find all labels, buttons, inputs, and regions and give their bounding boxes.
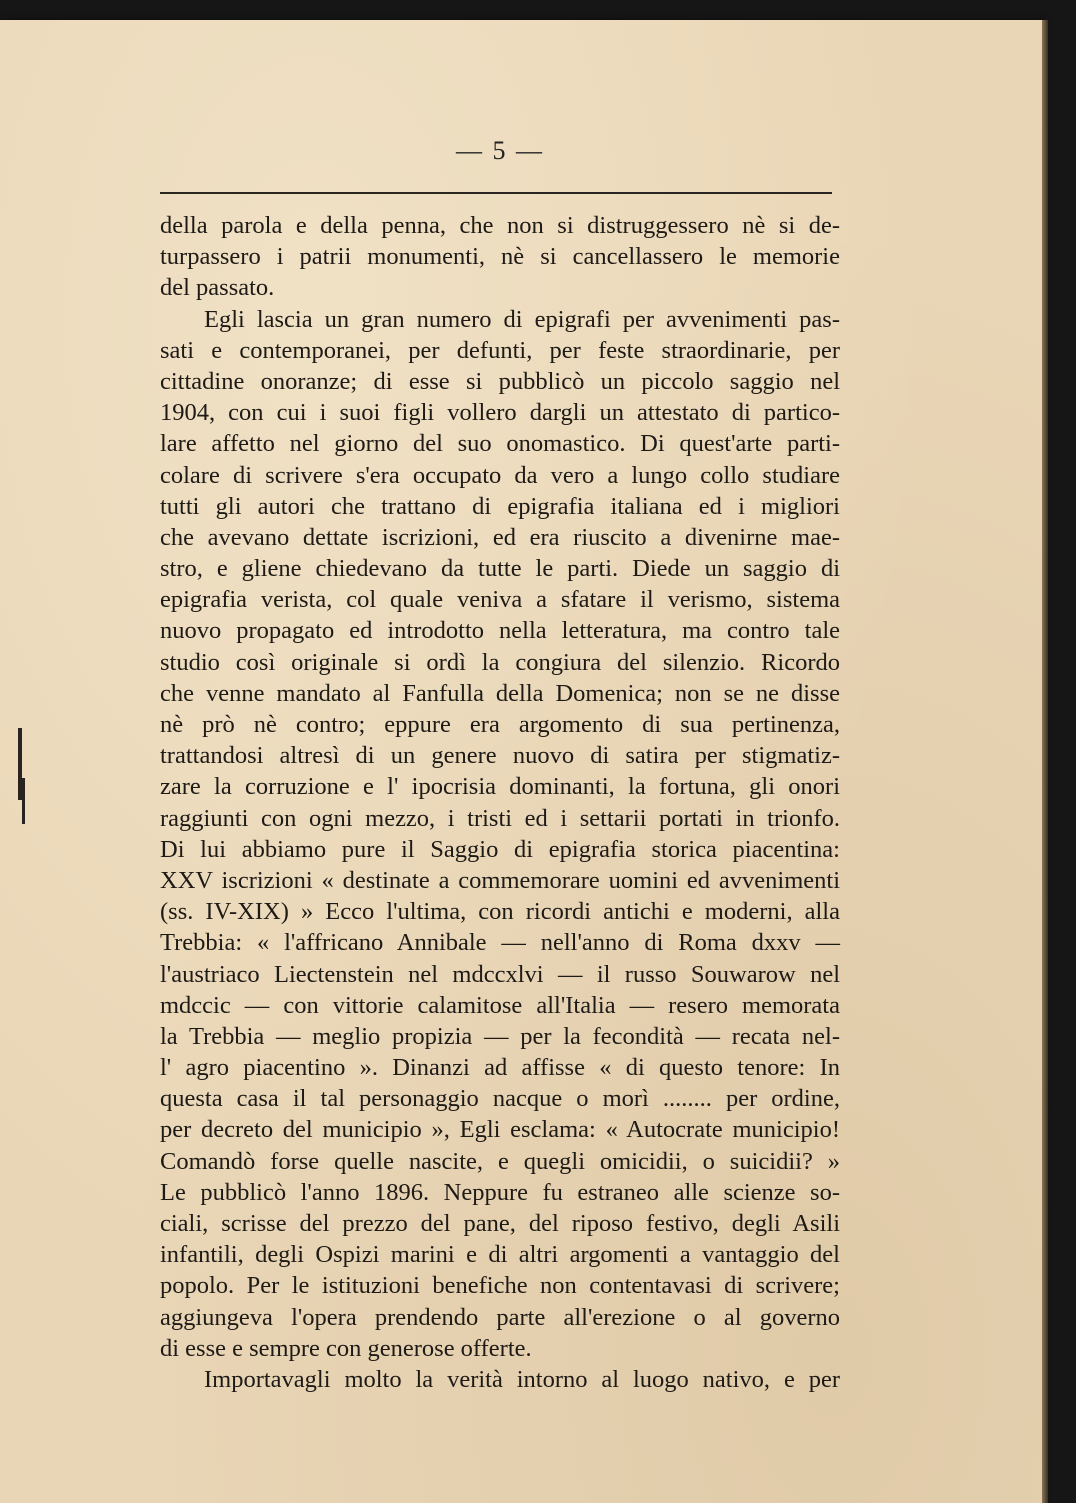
text-line: Trebbia: « l'affricano Annibale — nell'anno di Roma dxxv — [160, 929, 840, 957]
text-line: della parola e della penna, che non si distruggessero nè si de- [160, 212, 840, 239]
text-line: aggiungeva l'opera prendendo parte all'erezione o al governo [160, 1303, 840, 1331]
text-line: questa casa il tal personaggio nacque o morì ........ per ordine, [160, 1085, 840, 1113]
text-line: turpassero i patrii monumenti, nè si cancellassero le memorie [160, 243, 840, 271]
text-line: nuovo propagato ed introdotto nella letteratura, ma contro tale [160, 617, 840, 645]
text-line: ciali, scrisse del prezzo del pane, del riposo festivo, degli Asili [160, 1210, 840, 1237]
text-line: l'austriaco Liectenstein nel mdccxlvi — il russo Souwarow nel [160, 960, 840, 988]
header-rule [160, 192, 832, 194]
text-line: (ss. IV-XIX) » Ecco l'ultima, con ricordi antichi e moderni, alla [160, 898, 840, 926]
text-line: epigrafia verista, col quale veniva a sfatare il verismo, sistema [160, 586, 840, 614]
body-text [160, 210, 840, 1395]
text-line: che avevano dettate iscrizioni, ed era riuscito a divenirne mae- [160, 523, 840, 551]
text-line: mdccic — con vittorie calamitose all'Italia — resero memorata [160, 991, 840, 1019]
text-line: cittadine onoranze; di esse si pubblicò un piccolo saggio nel [160, 367, 840, 395]
page-number: — 5 — [456, 136, 544, 165]
page-edge [1042, 20, 1048, 1503]
text-line: colare di scrivere s'era occupato da vero a lungo collo studiare [160, 461, 840, 489]
text-line: sati e contemporanei, per defunti, per feste straordinarie, per [160, 336, 840, 364]
text-line: Egli lascia un gran numero di epigrafi per avvenimenti pas- [204, 305, 840, 333]
text-line: Comandò forse quelle nascite, e quegli omicidii, o suicidii? » [160, 1147, 840, 1175]
margin-mark-lower [22, 778, 25, 824]
text-line: stro, e gliene chiedevano da tutte le parti. Diede un saggio di [160, 555, 840, 583]
text-line: trattandosi altresì di un genere nuovo di satira per stigmatiz- [160, 742, 840, 770]
text-line: Le pubblicò l'anno 1896. Neppure fu estraneo alle scienze so- [160, 1178, 840, 1206]
text-line: di esse e sempre con generose offerte. [160, 1334, 532, 1362]
text-line: XXV iscrizioni « destinate a commemorare uomini ed avvenimenti [160, 866, 840, 894]
text-line: l' agro piacentino ». Dinanzi ad affisse « di questo tenore: In [160, 1054, 840, 1082]
text-line: lare affetto nel giorno del suo onomastico. Di quest'arte parti- [160, 430, 840, 458]
text-line: infantili, degli Ospizi marini e di altri argomenti a vantaggio del [160, 1241, 840, 1269]
text-line: tutti gli autori che trattano di epigrafia italiana ed i migliori [160, 492, 840, 520]
text-line: che venne mandato al Fanfulla della Domenica; non se ne disse [160, 679, 840, 707]
text-line: zare la corruzione e l' ipocrisia dominanti, la fortuna, gli onori [160, 773, 840, 801]
text-line: raggiunti con ogni mezzo, i tristi ed i settarii portati in trionfo. [160, 804, 840, 832]
text-line: popolo. Per le istituzioni benefiche non contentavasi di scrivere; [160, 1272, 840, 1300]
text-line: la Trebbia — meglio propizia — per la fecondità — recata nel- [160, 1022, 840, 1050]
text-line: studio così originale si ordì la congiura del silenzio. Ricordo [160, 648, 840, 676]
text-line: Importavagli molto la verità intorno al luogo nativo, e per [204, 1365, 840, 1393]
text-line: del passato. [160, 274, 275, 302]
text-line: 1904, con cui i suoi figli vollero dargli un attestato di partico- [160, 399, 840, 427]
text-line: Di lui abbiamo pure il Saggio di epigrafia storica piacentina: [160, 835, 840, 863]
text-line: nè prò nè contro; eppure era argomento di sua pertinenza, [160, 711, 840, 738]
text-line: per decreto del municipio », Egli esclama: « Autocrate municipio! [160, 1116, 840, 1144]
